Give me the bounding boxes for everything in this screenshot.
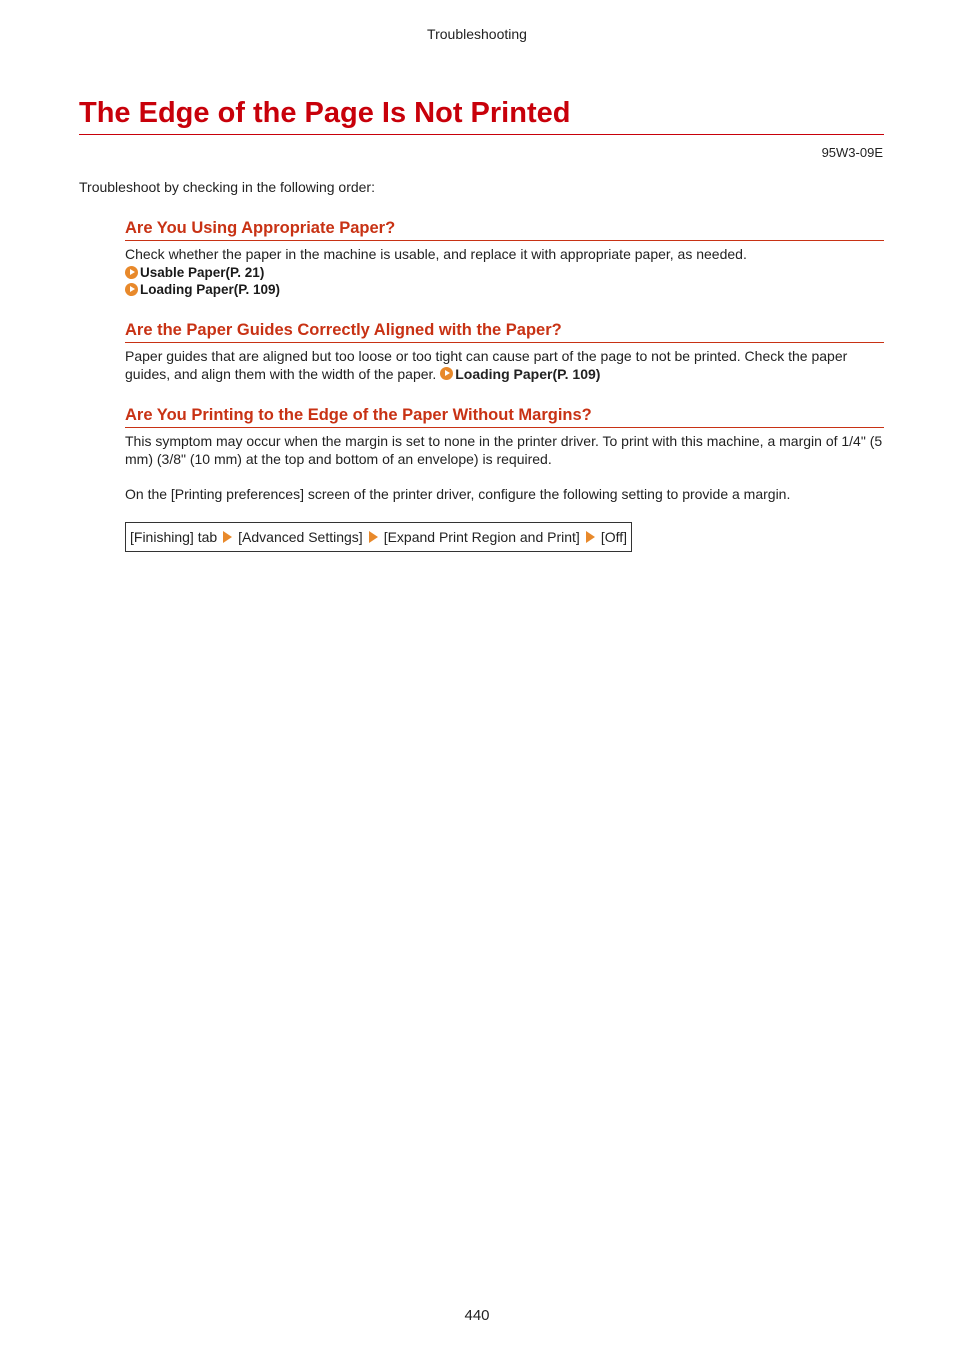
page-number: 440 bbox=[464, 1307, 490, 1324]
triangle-right-icon bbox=[586, 531, 595, 543]
document-code: 95W3-09E bbox=[821, 145, 883, 160]
page-title: The Edge of the Page Is Not Printed bbox=[79, 94, 884, 135]
link-label: Loading Paper(P. 109) bbox=[140, 281, 281, 297]
path-step: [Advanced Settings] bbox=[238, 528, 363, 545]
section-heading: Are You Printing to the Edge of the Paper Without Margins? bbox=[125, 404, 884, 428]
link-usable-paper[interactable] bbox=[125, 264, 884, 281]
link-label: Usable Paper(P. 21) bbox=[140, 264, 265, 280]
section-heading: Are the Paper Guides Correctly Aligned with the Paper? bbox=[125, 319, 884, 343]
circle-arrow-icon bbox=[440, 367, 453, 380]
section-heading: Are You Using Appropriate Paper? bbox=[125, 217, 884, 241]
section-body-text: Check whether the paper in the machine is usable, and replace it with appropriate paper, as needed. bbox=[125, 246, 747, 262]
section-body-text: On the [Printing preferences] screen of the printer driver, configure the following setting to provide a margin. bbox=[125, 486, 791, 502]
circle-arrow-icon bbox=[125, 266, 138, 279]
link-label: Loading Paper(P. 109) bbox=[455, 365, 601, 382]
link-loading-paper[interactable] bbox=[125, 281, 884, 298]
section-no-margins bbox=[125, 404, 884, 552]
circle-arrow-icon bbox=[125, 283, 138, 296]
intro-text: Troubleshoot by checking in the following order: bbox=[79, 179, 375, 195]
triangle-right-icon bbox=[223, 531, 232, 543]
path-step: [Off] bbox=[600, 528, 628, 545]
path-step: [Expand Print Region and Print] bbox=[383, 528, 580, 545]
section-paper-guides bbox=[125, 319, 884, 383]
section-body-text: This symptom may occur when the margin is set to none in the printer driver. To print with this machine, a margin of 1/4" (5 mm) (3/8" (10 mm) at the top and bottom of an envelope) is required. bbox=[125, 433, 883, 467]
section-body-text bbox=[125, 348, 884, 383]
triangle-right-icon bbox=[369, 531, 378, 543]
section-appropriate-paper bbox=[125, 217, 884, 298]
link-loading-paper-inline[interactable] bbox=[440, 366, 600, 382]
path-step: [Finishing] tab bbox=[130, 528, 218, 545]
running-header: Troubleshooting bbox=[427, 26, 527, 42]
body-text-span: Paper guides that are aligned but too loose or too tight can cause part of the page to not be printed. Check the paper guides, and align them with the width of the paper. bbox=[125, 348, 848, 382]
settings-path-box bbox=[125, 522, 632, 552]
